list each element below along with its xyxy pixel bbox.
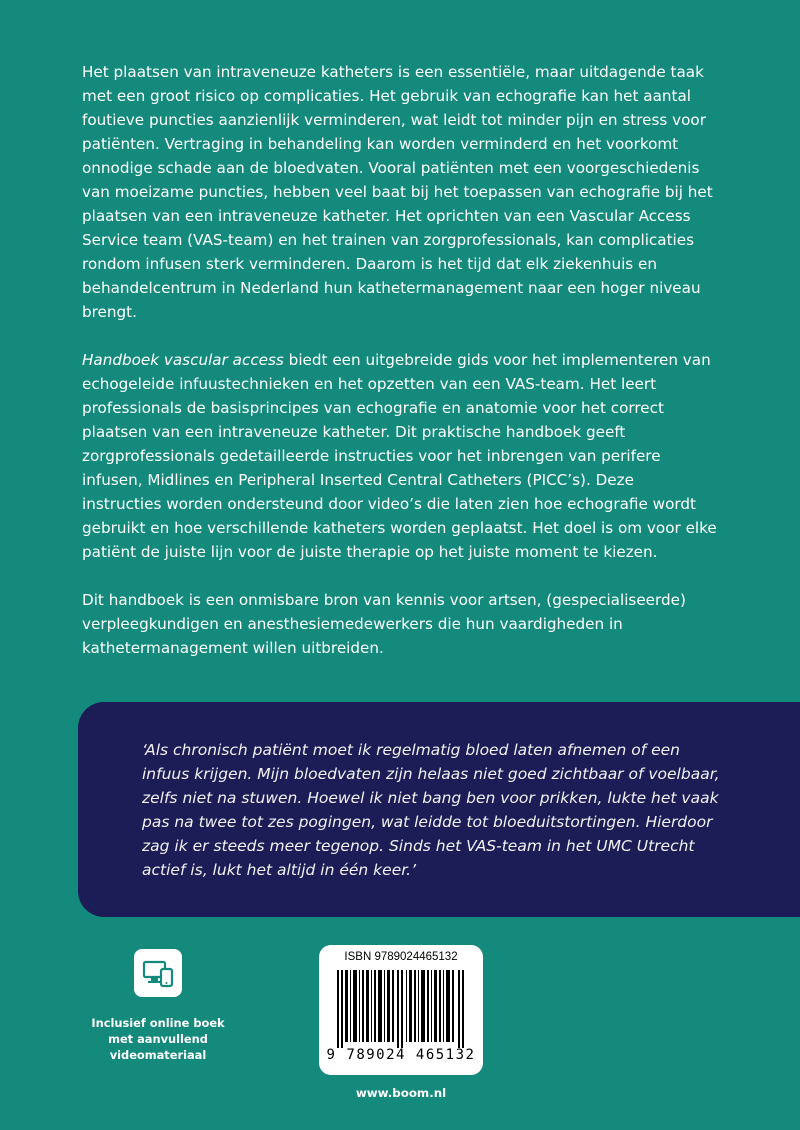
online-label-line-1: Inclusief online boek xyxy=(91,1016,225,1030)
devices-icon xyxy=(134,949,182,997)
monitor-phone-icon xyxy=(142,957,174,989)
online-book-label xyxy=(70,1015,246,1063)
online-label-line-2: met aanvullend xyxy=(108,1032,208,1046)
intro-paragraph-2 xyxy=(82,348,718,564)
back-cover-text xyxy=(82,60,718,684)
barcode-panel xyxy=(319,945,483,1075)
barcode-digits: 9 789024 465132 xyxy=(326,1047,476,1063)
intro-paragraph-1: Het plaatsen van intraveneuze katheters is een essentiële, maar uitdagende taak met een groot risico op complicaties. Het gebruik van echografie kan het aantal foutieve puncties aanzienlijk verminderen, wat leidt tot minder pijn en stress voor patiënten. Vertraging in behandeling kan worden verminderd en het voorkomt onnodige schade aan de bloedvaten. Vooral patiënten met een voorgeschiedenis van moeizame puncties, hebben veel baat bij het toepassen van echografie bij het plaatsen van een intraveneuze katheter. Het oprichten van een Vascular Access Service team (VAS-team) en het trainen van zorgprofessionals, kan complicaties rondom infusen sterk verminderen. Daarom is het tijd dat elk ziekenhuis en behandelcentrum in Nederland hun kathetermanagement naar een hoger niveau brengt. xyxy=(82,63,713,321)
isbn-number: ISBN 9789024465132 xyxy=(344,951,458,963)
online-label-line-3: videomateriaal xyxy=(109,1048,207,1062)
barcode-icon xyxy=(331,970,471,1048)
intro-paragraph-2-text: biedt een uitgebreide gids voor het implementeren van echogeleide infuustechnieken en het opzetten van een VAS-team. Het leert professionals de basisprincipes van echografie en anatomie voor het correct plaatsen van een intraveneuze katheter. Dit praktische handboek geeft zorgprofessionals gedetailleerde instructies voor het inbrengen van perifere infusen, Midlines en Peripheral Inserted Central Catheters (PICC’s). Deze instructies worden ondersteund door video’s die laten zien hoe echografie wordt gebruikt en hoe verschillende katheters worden geplaatst. Het doel is om voor elke patiënt de juiste lijn voor de juiste therapie op het juiste moment te kiezen. xyxy=(82,351,717,561)
intro-paragraph-3: Dit handboek is een onmisbare bron van kennis voor artsen, (gespecialiseerde) verpleegkundigen en anesthesiemedewerkers die hun vaardigheden in kathetermanagement willen uitbreiden. xyxy=(82,591,686,657)
book-title: Handboek vascular access xyxy=(82,351,284,369)
patient-quote-box xyxy=(78,702,800,917)
patient-quote: ‘Als chronisch patiënt moet ik regelmatig bloed laten afnemen of een infuus krijgen. Mijn bloedvaten zijn helaas niet goed zichtbaar of voelbaar, zelfs niet na stuwen. Hoewel ik niet bang ben voor prikken, lukte het vaak pas na twee tot zes pogingen, wat leidde tot bloeduitstortingen. Hierdoor zag ik er steeds meer tegenop. Sinds het VAS-team in het UMC Utrecht actief is, lukt het altijd in één keer.’ xyxy=(142,741,720,879)
publisher-website[interactable]: www.boom.nl xyxy=(355,1086,447,1100)
